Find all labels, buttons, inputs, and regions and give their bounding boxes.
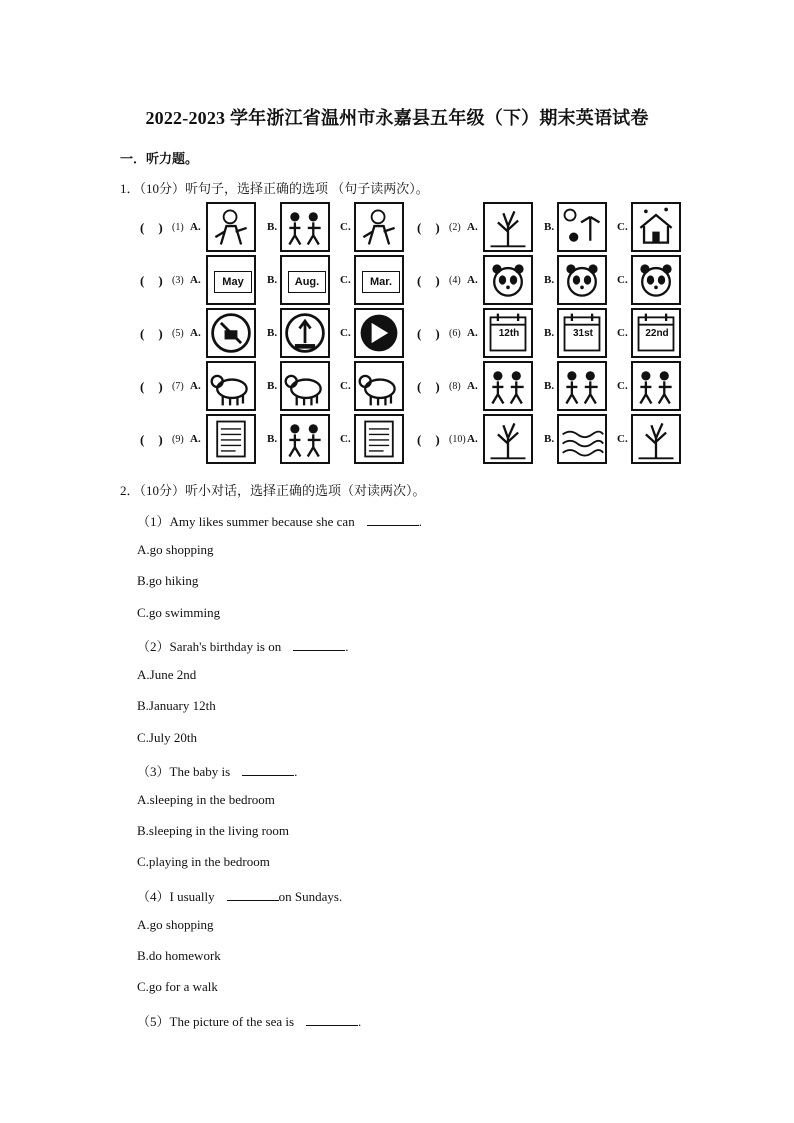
option-picture[interactable] bbox=[483, 361, 533, 411]
exam-title: 2022-2023 学年浙江省温州市永嘉县五年级（下）期末英语试卷 bbox=[145, 108, 649, 128]
option-letter: A. bbox=[467, 380, 478, 392]
picture-row bbox=[140, 255, 685, 308]
question-number: (6) bbox=[449, 328, 461, 339]
question-tail: . bbox=[294, 763, 298, 779]
question-tail: . bbox=[345, 638, 349, 654]
open-paren: ( bbox=[417, 379, 422, 394]
option-picture[interactable] bbox=[280, 308, 330, 358]
question-stem: （3）The baby is bbox=[137, 763, 231, 779]
dialogue-question bbox=[137, 886, 342, 905]
option-picture[interactable] bbox=[557, 202, 607, 252]
close-paren: ) bbox=[435, 432, 440, 447]
option-letter: A. bbox=[190, 433, 201, 445]
answer-blank[interactable] bbox=[140, 379, 163, 395]
option-letter: C. bbox=[340, 433, 351, 445]
question-number: (8) bbox=[449, 381, 461, 392]
close-paren: ) bbox=[158, 379, 163, 394]
question-2-heading: 2．（10分）听小对话，选择正确的选项（对读两次）。 bbox=[120, 483, 426, 498]
question-number: (1) bbox=[172, 222, 184, 233]
option-picture[interactable] bbox=[557, 361, 607, 411]
option-letter: A. bbox=[190, 327, 201, 339]
picture-choice-grid bbox=[140, 202, 685, 467]
question-number: (5) bbox=[172, 328, 184, 339]
picture-row bbox=[140, 414, 685, 467]
question-stem: （5）The picture of the sea is bbox=[137, 1013, 295, 1029]
option-letter: A. bbox=[467, 433, 478, 445]
option-letter: B. bbox=[267, 433, 278, 445]
month-label: Aug. bbox=[288, 271, 326, 293]
option-letter: B. bbox=[267, 380, 278, 392]
question-stem: （2）Sarah's birthday is on bbox=[137, 638, 282, 654]
option-letter: B. bbox=[267, 327, 278, 339]
option-letter: A. bbox=[190, 221, 201, 233]
open-paren: ( bbox=[140, 220, 145, 235]
close-paren: ) bbox=[158, 220, 163, 235]
open-paren: ( bbox=[417, 326, 422, 341]
option-letter: B. bbox=[544, 274, 555, 286]
close-paren: ) bbox=[435, 273, 440, 288]
question-tail: . bbox=[358, 1013, 362, 1029]
picture-row bbox=[140, 361, 685, 414]
date-label: 12th bbox=[498, 328, 520, 339]
question-stem: （4）I usually bbox=[137, 888, 215, 904]
option-letter: C. bbox=[340, 221, 351, 233]
answer-option[interactable]: A.go shopping bbox=[137, 542, 214, 557]
month-label: May bbox=[214, 271, 252, 293]
open-paren: ( bbox=[140, 379, 145, 394]
question-number: (10) bbox=[449, 434, 466, 445]
answer-blank[interactable] bbox=[417, 379, 440, 395]
option-letter: C. bbox=[617, 380, 628, 392]
option-picture[interactable] bbox=[631, 361, 681, 411]
answer-option[interactable]: C.playing in the bedroom bbox=[137, 854, 270, 870]
open-paren: ( bbox=[417, 220, 422, 235]
option-picture[interactable] bbox=[280, 361, 330, 411]
question-tail: . bbox=[418, 514, 422, 529]
answer-option[interactable]: B.go hiking bbox=[137, 573, 199, 589]
option-letter: B. bbox=[267, 274, 278, 286]
option-letter: C. bbox=[617, 221, 628, 233]
option-picture[interactable] bbox=[557, 255, 607, 305]
dialogue-question bbox=[137, 636, 349, 655]
option-picture[interactable] bbox=[631, 308, 681, 358]
question-1-heading: 1．（10分）听句子，选择正确的选项 （句子读两次）。 bbox=[120, 181, 429, 196]
close-paren: ) bbox=[435, 379, 440, 394]
question-number: (7) bbox=[172, 381, 184, 392]
fill-blank[interactable] bbox=[227, 890, 279, 901]
option-picture[interactable] bbox=[354, 308, 404, 358]
option-picture[interactable] bbox=[557, 308, 607, 358]
question-number: (2) bbox=[449, 222, 461, 233]
answer-option[interactable]: C.go swimming bbox=[137, 604, 221, 620]
answer-option[interactable]: C.go for a walk bbox=[137, 979, 218, 995]
answer-option[interactable]: A.sleeping in the bedroom bbox=[137, 791, 275, 807]
answer-blank[interactable] bbox=[417, 326, 440, 342]
open-paren: ( bbox=[140, 326, 145, 341]
option-picture[interactable] bbox=[354, 414, 404, 464]
answer-blank[interactable] bbox=[140, 326, 163, 342]
date-label: 31st bbox=[572, 328, 593, 339]
answer-blank[interactable] bbox=[417, 432, 440, 448]
option-letter: B. bbox=[544, 433, 555, 445]
option-letter: A. bbox=[190, 274, 201, 286]
option-picture[interactable] bbox=[354, 361, 404, 411]
option-picture[interactable] bbox=[483, 308, 533, 358]
option-letter: C. bbox=[617, 327, 628, 339]
option-picture[interactable] bbox=[483, 255, 533, 305]
option-letter: C. bbox=[617, 433, 628, 445]
option-picture[interactable] bbox=[280, 202, 330, 252]
question-tail: on Sundays. bbox=[278, 888, 343, 904]
option-letter: C. bbox=[340, 380, 351, 392]
answer-blank[interactable] bbox=[417, 273, 440, 289]
fill-blank[interactable] bbox=[242, 765, 294, 776]
answer-blank[interactable] bbox=[140, 220, 163, 236]
open-paren: ( bbox=[417, 432, 422, 447]
option-letter: B. bbox=[544, 221, 555, 233]
answer-option[interactable]: B.sleeping in the living room bbox=[137, 823, 290, 839]
month-label: Mar. bbox=[362, 271, 400, 293]
fill-blank[interactable] bbox=[367, 515, 419, 526]
option-picture[interactable] bbox=[483, 202, 533, 252]
option-picture[interactable] bbox=[354, 255, 404, 305]
close-paren: ) bbox=[158, 432, 163, 447]
answer-option[interactable]: B.do homework bbox=[137, 948, 221, 963]
close-paren: ) bbox=[158, 326, 163, 341]
option-picture[interactable] bbox=[206, 255, 256, 305]
option-letter: A. bbox=[190, 380, 201, 392]
option-picture[interactable] bbox=[631, 255, 681, 305]
picture-row bbox=[140, 308, 685, 361]
section-listening: 一．听力题。 bbox=[120, 151, 199, 166]
option-picture[interactable] bbox=[280, 414, 330, 464]
option-letter: A. bbox=[467, 274, 478, 286]
option-picture[interactable] bbox=[354, 202, 404, 252]
question-stem: （1）Amy likes summer because she can bbox=[137, 514, 355, 529]
answer-option[interactable]: A.go shopping bbox=[137, 916, 214, 932]
option-picture[interactable] bbox=[631, 202, 681, 252]
option-letter: C. bbox=[340, 274, 351, 286]
open-paren: ( bbox=[140, 432, 145, 447]
option-letter: C. bbox=[340, 327, 351, 339]
open-paren: ( bbox=[417, 273, 422, 288]
answer-option[interactable]: C.July 20th bbox=[137, 729, 197, 745]
option-picture[interactable] bbox=[206, 361, 256, 411]
question-number: (9) bbox=[172, 434, 184, 445]
option-letter: B. bbox=[544, 380, 555, 392]
option-letter: A. bbox=[467, 327, 478, 339]
option-letter: C. bbox=[617, 274, 628, 286]
fill-blank[interactable] bbox=[306, 1015, 358, 1026]
option-picture[interactable] bbox=[631, 414, 681, 464]
option-picture[interactable] bbox=[206, 202, 256, 252]
dialogue-question bbox=[137, 1011, 361, 1030]
option-picture[interactable] bbox=[557, 414, 607, 464]
option-letter: B. bbox=[544, 327, 555, 339]
option-picture[interactable] bbox=[206, 414, 256, 464]
question-number: (4) bbox=[449, 275, 461, 286]
question-number: (3) bbox=[172, 275, 184, 286]
option-picture[interactable] bbox=[280, 255, 330, 305]
option-letter: B. bbox=[267, 221, 278, 233]
dialogue-question bbox=[137, 511, 422, 530]
answer-blank[interactable] bbox=[417, 220, 440, 236]
answer-option[interactable]: A.June 2nd bbox=[137, 666, 197, 682]
close-paren: ) bbox=[435, 326, 440, 341]
option-letter: A. bbox=[467, 221, 478, 233]
answer-blank[interactable] bbox=[140, 273, 163, 289]
open-paren: ( bbox=[140, 273, 145, 288]
option-picture[interactable] bbox=[483, 414, 533, 464]
picture-row bbox=[140, 202, 685, 255]
date-label: 22nd bbox=[645, 328, 669, 339]
answer-blank[interactable] bbox=[140, 432, 163, 448]
close-paren: ) bbox=[158, 273, 163, 288]
option-picture[interactable] bbox=[206, 308, 256, 358]
close-paren: ) bbox=[435, 220, 440, 235]
answer-option[interactable]: B.January 12th bbox=[137, 698, 216, 714]
fill-blank[interactable] bbox=[293, 640, 345, 651]
dialogue-question bbox=[137, 761, 297, 780]
